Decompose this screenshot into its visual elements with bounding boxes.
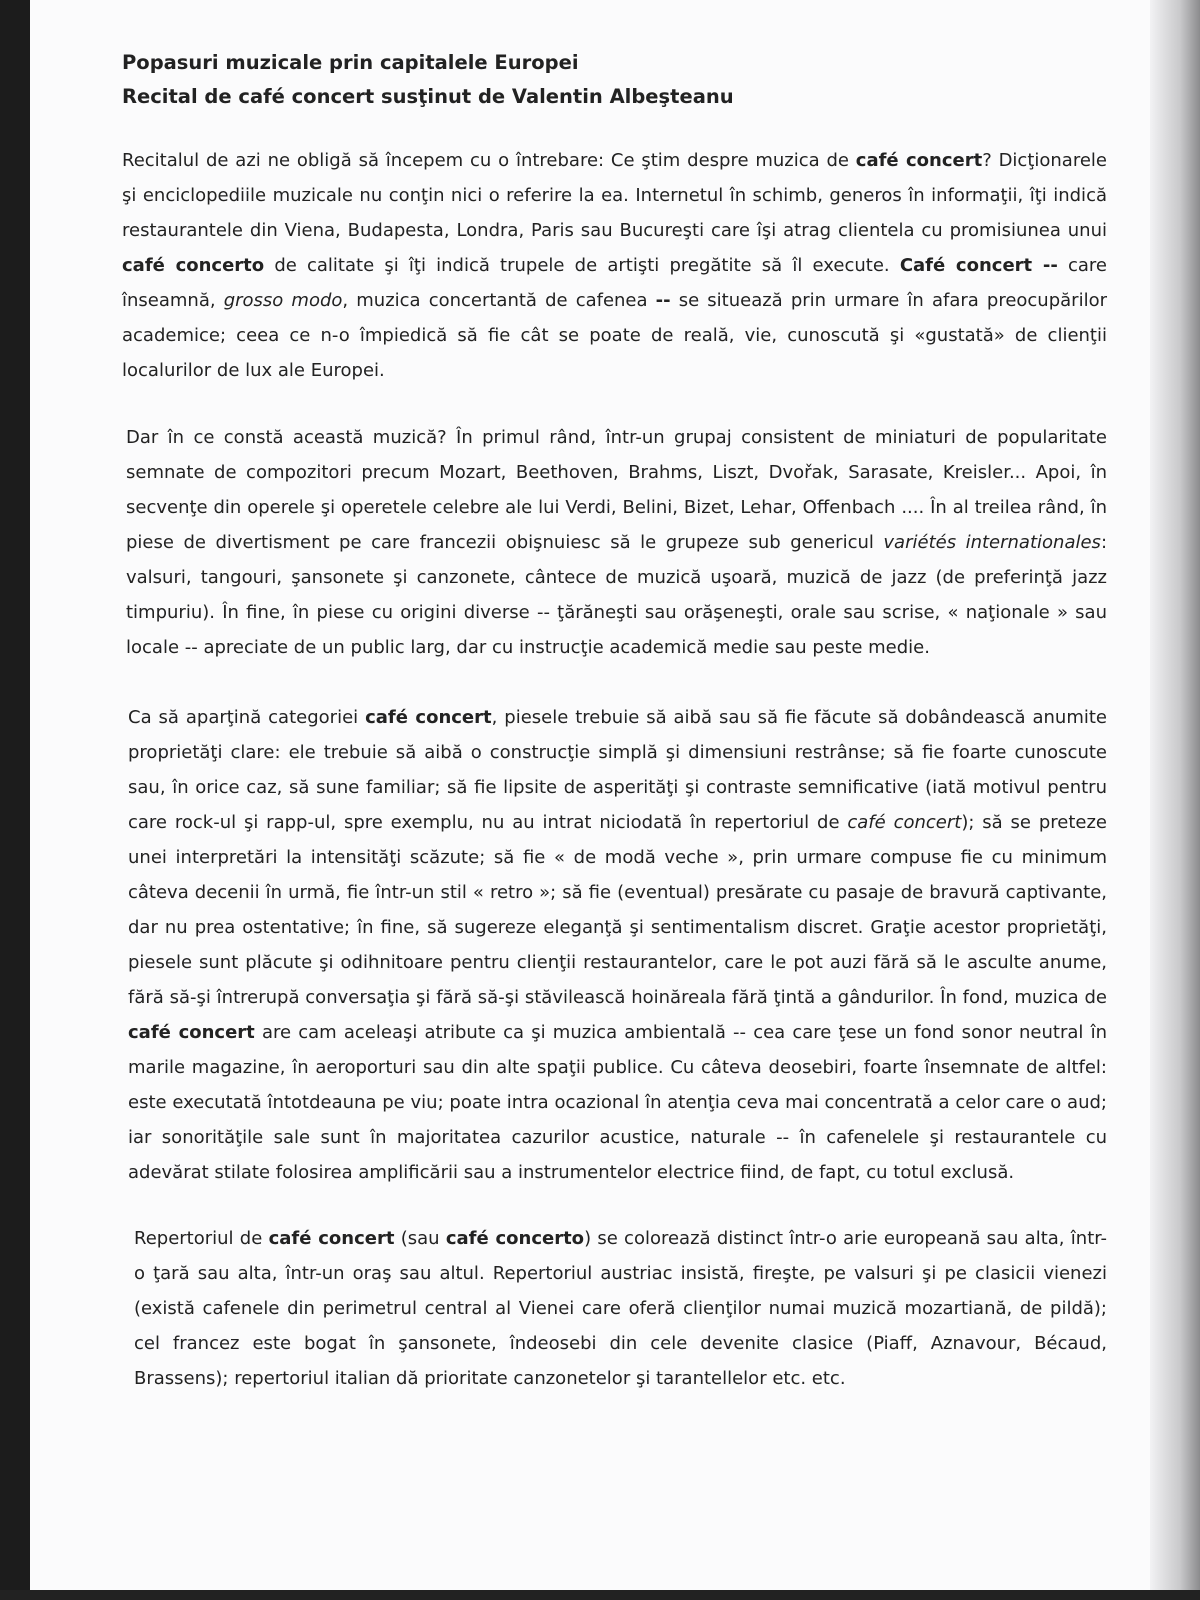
text-run: are cam aceleaşi atribute ca şi muzica ambientală -- cea care ţese un fond sonor neutral în marile magazine, în aeroporturi sau din alte spaţii publice. Cu câteva deosebiri, foarte însemnate de altfel: este executată întotdeauna pe viu; poate intra ocazional în atenţia ceva mai concentrată a celor care o aud; iar sonorităţile sale sunt în majoritatea cazurilor acustice, naturale -- în cafenelele şi restaurantele cu adevărat stilate folosirea amplificării sau a instrumentelor electrice fiind, de fapt, cu totul exclusă. xyxy=(128,1022,1107,1183)
paragraph-1 xyxy=(122,143,1107,388)
italic-term: café concert xyxy=(847,812,962,833)
paragraph-3 xyxy=(122,700,1107,1190)
bold-term: café concerto xyxy=(122,255,265,276)
bold-term: Café concert -- xyxy=(899,255,1058,276)
bold-term: café concert xyxy=(268,1228,395,1249)
italic-term: variétés internationales xyxy=(883,532,1101,553)
text-run: se situează prin urmare în afara preocupărilor academice; ceea ce n-o împiedică să fie cât se poate de reală, vie, cunoscută şi «gustată» de clienţii localurilor de lux ale Europei. xyxy=(122,290,1107,381)
text-run: Repertoriul de xyxy=(134,1228,269,1249)
italic-term: grosso modo xyxy=(223,290,343,311)
text-run: Dar în ce constă această muzică? În primul rând, într-un grupaj consistent de miniaturi de popularitate semnate de compozitori precum Mozart, Beethoven, Brahms, Liszt, Dvořak, Sarasate, Kreisler... Apoi, în secvenţe din operele şi operetele celebre ale lui Verdi, Belini, Bizet, Lehar, Offenbach .... În al treilea rând, în piese de divertisment pe care francezii obişnuiesc să le grupeze sub genericul xyxy=(126,427,1107,553)
scan-right-edge xyxy=(1150,0,1200,1600)
title-line-2: Recital de café concert susţinut de Valentin Albeşteanu xyxy=(122,85,734,108)
scan-bottom-edge xyxy=(0,1590,1200,1600)
paragraph-2 xyxy=(122,420,1107,665)
paragraph-4 xyxy=(122,1221,1107,1396)
title-line-1: Popasuri muzicale prin capitalele Europei xyxy=(122,51,579,74)
text-run: : valsuri, tangouri, şansonete şi canzonete, cântece de muzică uşoară, muzică de jazz (de preferinţă jazz timpuriu). În fine, în piese cu origini diverse -- ţărăneşti sau orăşeneşti, orale sau scrise, « naţionale » sau locale -- apreciate de un public larg, dar cu instrucţie academică medie sau peste medie. xyxy=(126,532,1108,658)
text-run: Recitalul de azi ne obligă să începem cu o întrebare: Ce ştim despre muzica de xyxy=(122,150,856,171)
document-body xyxy=(122,46,1107,1396)
text-run: ) se colorează distinct într-o arie europeană sau alta, într-o ţară sau alta, într-un oraş sau altul. Repertoriul austriac insistă, fireşte, pe valsuri şi pe clasicii vienezi (există cafenele din perimetrul central al Vienei care oferă clienţilor numai muzică mozartiană, de pildă); cel francez este bogat în şansonete, îndeosebi din cele devenite clasice (Piaff, Aznavour, Bécaud, Brassens); repertoriul italian dă prioritate canzonetelor şi tarantellelor etc. etc. xyxy=(134,1228,1107,1389)
bold-term: café concert xyxy=(855,150,983,171)
text-run: ? Dicţionarele şi enciclopediile muzicale nu conţin nici o referire la ea. Internetul în schimb, generos în informaţii, îţi indică restaurantele din Viena, Budapesta, Londra, Paris sau Bucureşti care îşi atrag clientela cu promisiunea unui xyxy=(122,150,1107,241)
text-run: care înseamnă, xyxy=(122,255,1107,311)
bold-term: café concert xyxy=(128,1022,255,1043)
text-run: ); să se preteze unei interpretări la intensităţi scăzute; să fie « de modă veche », prin urmare compuse fie cu minimum câteva decenii în urmă, fie într-un stil « retro »; să fie (eventual) presărate cu pasaje de bravură captivante, dar nu prea ostentative; în fine, să sugereze eleganţă şi sentimentalism discret. Graţie acestor proprietăţi, piesele sunt plăcute şi odihnitoare pentru clienţii restaurantelor, care le pot auzi fără să le asculte anume, fără să-şi întrerupă conversaţia şi fără să-şi stăvilească hoinăreala fără ţintă a gândurilor. În fond, muzica de xyxy=(128,812,1107,1008)
text-run: Ca să aparţină categoriei xyxy=(128,707,366,728)
bold-term: café concert xyxy=(365,707,492,728)
text-run: (sau xyxy=(394,1228,446,1249)
text-run: , muzica concertantă de cafenea xyxy=(342,290,656,311)
text-run: de calitate şi îţi indică trupele de artişti pregătite să îl execute. xyxy=(264,255,900,276)
bold-term: -- xyxy=(655,290,671,311)
bold-term: café concerto xyxy=(445,1228,585,1249)
text-run: , piesele trebuie să aibă sau să fie făcute să dobândească anumite proprietăţi clare: ele trebuie să aibă o construcţie simplă şi dimensiuni restrânse; să fie foarte cunoscute sau, în orice caz, să sune familiar; să fie lipsite de asperităţi şi contraste semnificative (iată motivul pentru care rock-ul şi rapp-ul, spre exemplu, nu au intrat niciodată în repertoriul de xyxy=(128,707,1107,833)
